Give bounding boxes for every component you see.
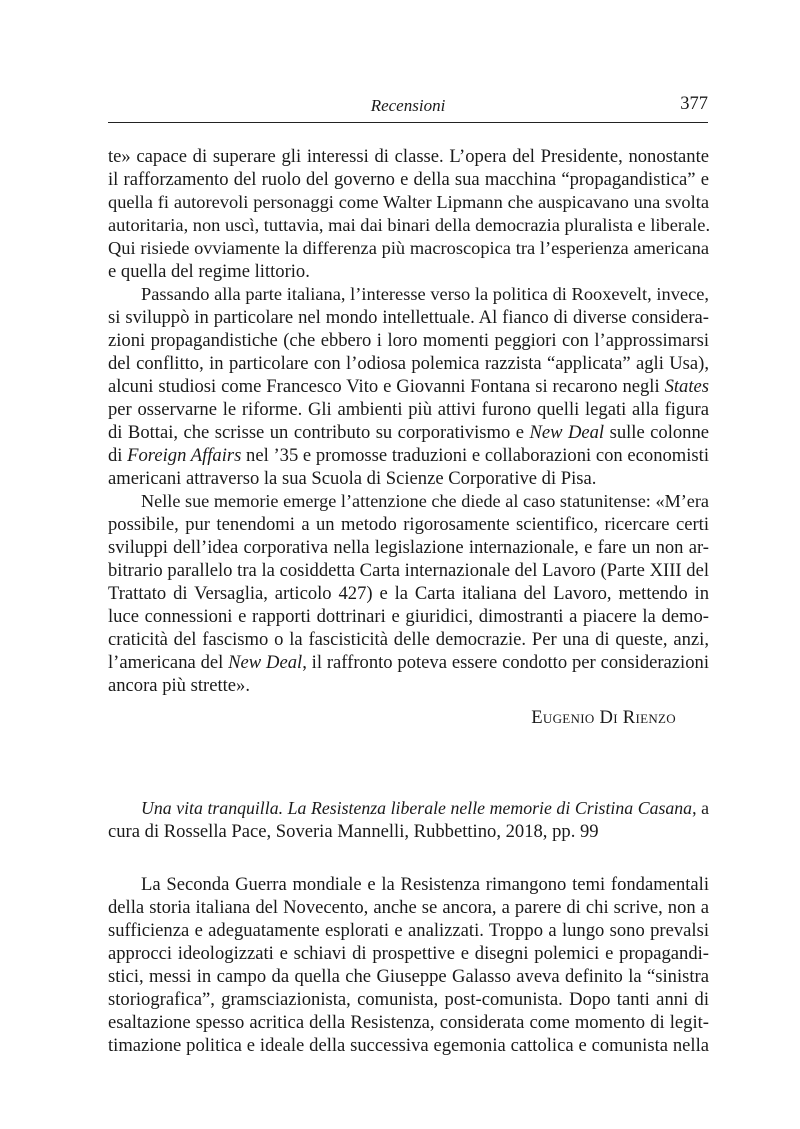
text-line: si sviluppò in particolare nel mondo intellettuale. Al fianco di diverse considera- (108, 307, 709, 328)
text-line: americani attraverso la sua Scuola di Scienze Corporative di Pisa. (108, 468, 597, 489)
italic-term: New Deal (529, 422, 605, 443)
text-line: ancora più strette». (108, 675, 250, 696)
author-name: Eugenio Di Rienzo (531, 707, 676, 728)
text-line: sufficienza e adeguatamente esplorati e analizzati. Troppo a lungo sono prevalsi (108, 920, 709, 941)
text-span: sulle colonne (609, 422, 710, 443)
text-line (108, 375, 709, 398)
text-line: il rafforzamento del ruolo del governo e della sua macchina “propagandistica” e (108, 169, 709, 190)
text-line: timazione politica e ideale della successiva egemonia cattolica e comunista nella (108, 1035, 709, 1056)
italic-term: States (664, 376, 709, 397)
text-line: bitrario parallelo tra la cosiddetta Carta internazionale del Lavoro (Parte XIII del (108, 560, 709, 581)
text-line: possibile, pur tenendomi a un metodo rigorosamente scientifico, ricercare certi (108, 514, 709, 535)
italic-term: New Deal (228, 652, 303, 673)
text-line: e quella del regime littorio. (108, 261, 310, 282)
text-line: esaltazione spesso acritica della Resistenza, considerata come momento di legit- (108, 1012, 709, 1033)
text-line: zioni propagandistiche (che ebbero i loro momenti peggiori con l’approssimarsi (108, 330, 709, 351)
text-line: quella fi autorevoli personaggi come Walter Lipmann che auspicavano una svolta (108, 192, 709, 212)
review-2 (108, 797, 709, 1057)
italic-term: Foreign Affairs (127, 445, 242, 466)
text-line: per osservarne le riforme. Gli ambienti più attivi furono quelli legati alla figura (108, 399, 709, 420)
text-span: di (108, 445, 123, 466)
citation-line (108, 797, 709, 820)
citation-line: cura di Rossella Pace, Soveria Mannelli, Rubbettino, 2018, pp. 99 (108, 821, 599, 842)
text-line: sviluppi dell’idea corporativa nella legislazione internazionale, e fare un non ar- (108, 537, 709, 558)
text-span: , a (692, 798, 709, 818)
text-line: Qui risiede ovviamente la differenza più macroscopica tra l’esperienza americana (108, 238, 709, 258)
book-title: Una vita tranquilla. La Resistenza liberale nelle memorie di Cristina Casana (141, 798, 693, 818)
text-span: di Bottai, che scrisse un contributo su corporativismo e (108, 422, 524, 443)
text-line: Nelle sue memorie emerge l’attenzione che diede al caso statunitense: «M’era (141, 491, 709, 511)
text-line: della storia italiana del Novecento, anche se ancora, a parere di chi scrive, non a (108, 897, 709, 918)
text-line (108, 421, 709, 444)
text-line: del conflitto, in particolare con l’odiosa polemica razzista “applicata” agli Usa), (108, 353, 709, 374)
text-line: storiografica”, gramsciazionista, comunista, post-comunista. Dopo tanti anni di (108, 989, 709, 1010)
text-line: luce connessioni e rapporti dottrinari e giuridici, dimostranti a piacere la demo- (108, 606, 709, 627)
text-line (108, 651, 709, 674)
text-line: craticità del fascismo o la fascisticità delle democrazie. Per una di queste, anzi, (108, 629, 709, 650)
text-line: te» capace di superare gli interessi di classe. L’opera del Presidente, nonostante (108, 146, 709, 167)
page-header (108, 94, 708, 123)
text-line: approcci ideologizzati e schiavi di prospettive e disegni polemici e propagandi- (108, 943, 709, 964)
text-span: alcuni studiosi come Francesco Vito e Giovanni Fontana si recarono negli (108, 376, 660, 397)
text-span: l’americana del (108, 652, 224, 673)
review-1 (108, 145, 709, 729)
text-line: La Seconda Guerra mondiale e la Resistenza rimangono temi fondamentali (141, 874, 709, 895)
page-number: 377 (680, 94, 708, 114)
text-line: autoritaria, non uscì, tuttavia, mai dai binari della democrazia pluralista e liberale. (108, 215, 711, 235)
text-line: Trattato di Versaglia, articolo 427) e la Carta italiana del Lavoro, mettendo in (108, 583, 709, 604)
text-span: nel ’35 e promosse traduzioni e collaborazioni con economisti (246, 445, 709, 466)
text-line: Passando alla parte italiana, l’interesse verso la politica di Rooxevelt, invece, (141, 284, 709, 304)
running-title: Recensioni (370, 96, 446, 115)
text-line (108, 444, 709, 467)
review-author (108, 706, 709, 729)
text-span: , il raffronto poteva essere condotto per considerazioni (302, 652, 709, 673)
text-line: stici, messi in campo da quella che Giuseppe Galasso aveva definito la “sinistra (108, 966, 709, 987)
page-body (108, 145, 709, 1057)
